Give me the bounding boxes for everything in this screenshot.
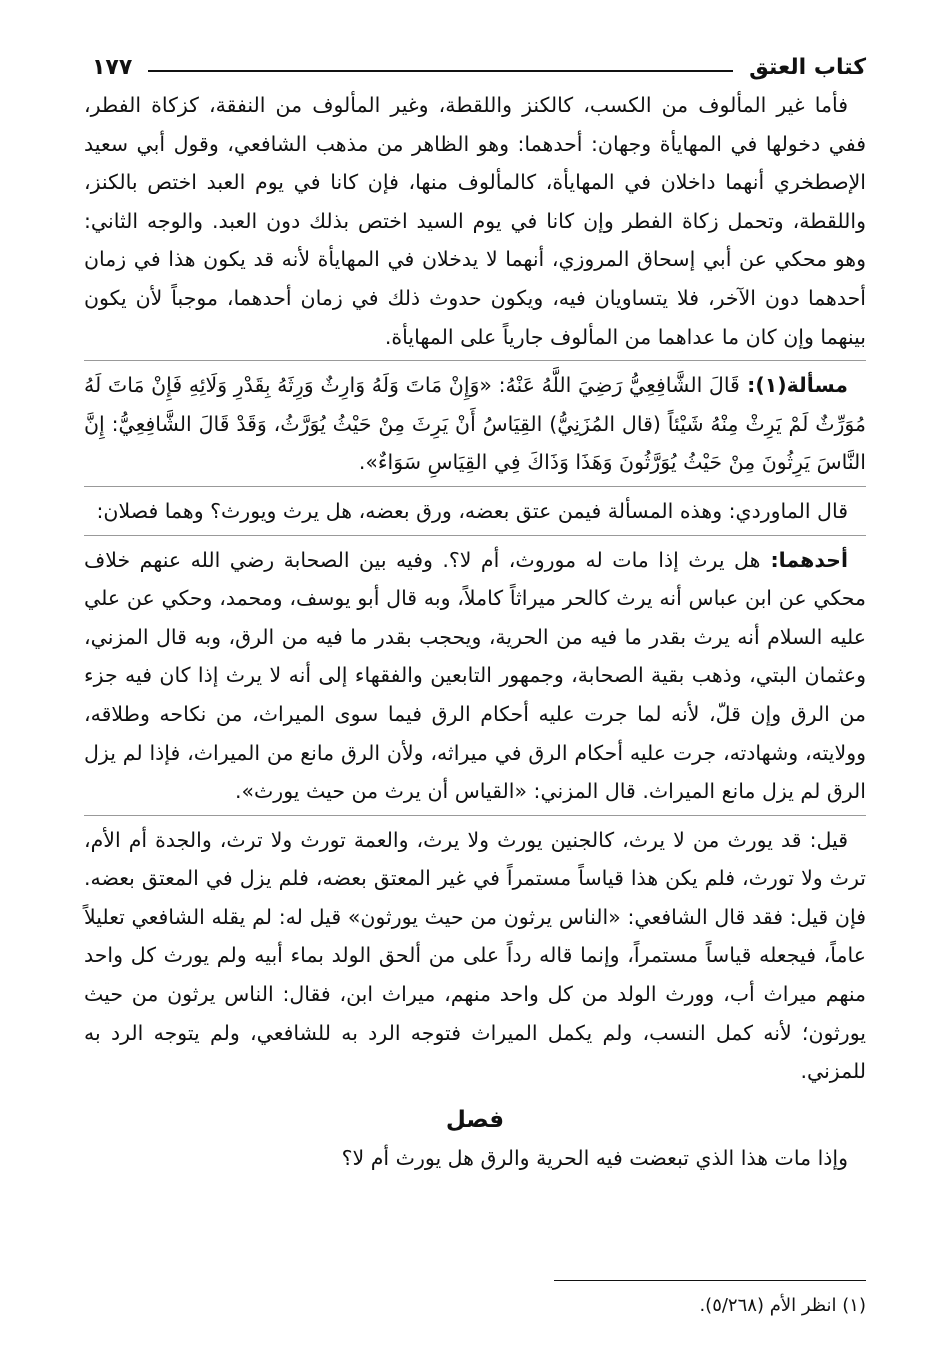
paragraph-separator <box>84 535 866 536</box>
paragraph-text: قيل: قد يورث من لا يرث، كالجنين يورث ولا يرث، والعمة تورث ولا ترث، والجدة أم الأم، ترث ولا تورث، فلم يكن هذا قياساً مستمراً في غير المعتق بعضه، فلم يزل في المعتق بعضه. فإن قيل: فقد قال الشافعي: «الناس يرثون من حيث يورثون» قيل له: لم يقله الشافعي تعليلاً عاماً، فيجعله قياساً مستمراً، وإنما قاله رداً على من ألحق الولد بماء أبيه ولم يورث كل واحد منهم ميراث أب، وورث الولد من كل واحد منهم، ميراث ابن، فقال: الناس يرثون من حيث يورثون؛ لأنه كمل النسب، ولم يكمل الميراث فتوجه الرد به للشافعي، ولم يتوجه الرد به للمزني. <box>84 827 866 1084</box>
paragraph-masala <box>84 366 866 482</box>
paragraph-text: هل يرث إذا مات له موروث، أم لا؟. وفيه بين الصحابة رضي الله عنهم خلاف محكي عن ابن عباس أنه يرث كالحر ميراثاً كاملاً، وبه قال أبو يوسف، ومحمد، وحكي عن علي عليه السلام أنه يرث بقدر ما فيه من الحرية، ويحجب بقدر ما فيه من الرق، وبه قال المزني، وعثمان البتي، وذهب بقية الصحابة، وجمهور التابعين والفقهاء إلى أنه لا يرث إذا كان فيه جزء من الرق وإن قلّ، لأنه لما جرت عليه أحكام الرق فيما سوى الميراث، من نكاحه وطلاقه، وولايته، وشهادته، جرت عليه أحكام الرق في ميراثه، ولأن الرق مانع من الميراث، فإذا لم يزل الرق لم يزل مانع الميراث. قال المزني: «القياس أن يرث من حيث يورث». <box>84 547 866 804</box>
running-header <box>92 44 866 80</box>
paragraph-text: فأما غير المألوف من الكسب، كالكنز واللقطة، وغير المألوف من النفقة، كزكاة الفطر، ففي دخولها في المهايأة وجهان: أحدهما: وهو الظاهر من مذهب الشافعي، وقول أبي سعيد الإصطخري أنهما داخلان في المهايأة، كالمألوف منها، فإن كانا في يوم العبد اختص بالكنز، واللقطة، وتحمل زكاة الفطر وإن كانا في يوم السيد اختص بذلك دون العبد. والوجه الثاني: وهو محكي عن أبي إسحاق المروزي، أنهما لا يدخلان في المهايأة لأنه قد يكون هذا في زمان أحدهما دون الآخر، فلا يتساويان فيه، ويكون حدوث ذلك في زمان أحدهما، موجباً لأن يكون بينهما وإن كان ما عداهما من المألوف جارياً على المهايأة. <box>84 93 866 349</box>
paragraph-first-section <box>84 541 866 811</box>
header-rule <box>148 70 733 72</box>
masala-label: مسألة(١): <box>739 373 848 398</box>
paragraph-separator <box>84 360 866 361</box>
closing-paragraph: وإذا مات هذا الذي تبعضت فيه الحرية والرق هل يورث أم لا؟ <box>341 1146 848 1171</box>
chapter-title: كتاب العتق <box>749 55 866 80</box>
paragraph-separator <box>84 815 866 816</box>
section-heading: فصل <box>445 1106 505 1133</box>
footnote: (١) انظر الأم (٥/٢٦٨). <box>699 1295 866 1316</box>
page-number: ١٧٧ <box>92 55 133 80</box>
footnote-rule <box>554 1280 866 1281</box>
paragraph-text: قَالَ الشَّافِعِيُّ رَضِيَ اللَّهُ عَنْهُ: «وَإِنْ مَاتَ وَلَهُ وَارِثٌ وَرِثَهُ بِقَدْرِ وَلَائِهِ فَإِنْ مَاتَ لَهُ مُوَرِّثٌ لَمْ يَرِثْ مِنْهُ شَيْئاً (قال المُزَنِيُّ) القِيَاسُ أَنْ يَرِثَ مِنْ حَيْثُ يُوَرَّثُ، وَقَدْ قَالَ الشَّافِعِيُّ: إِنَّ النَّاسَ يَرِثُونَ مِنْ حَيْثُ يُوَرَّثُونَ وَهَذَا وَذَاكَ فِي القِيَاسِ سَوَاءٌ». <box>84 373 866 475</box>
first-section-label: أحدهما: <box>760 547 848 572</box>
paragraph-text: قال الماوردي: وهذه المسألة فيمن عتق بعضه، ورق بعضه، هل يرث ويورث؟ وهما فصلان: <box>96 498 848 523</box>
paragraph-mawardi <box>84 492 866 531</box>
paragraph-separator <box>84 486 866 487</box>
paragraph-muhayaa <box>84 86 866 356</box>
page-body <box>84 86 866 1182</box>
paragraph-qila <box>84 821 866 1091</box>
